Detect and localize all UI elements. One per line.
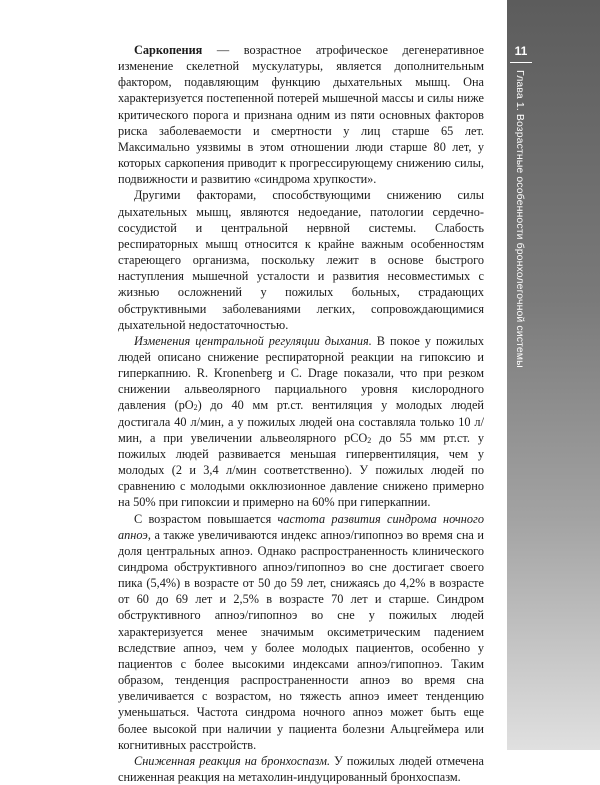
sidebar-divider [510, 62, 532, 63]
running-chapter-title: Глава 1. Возрастные особенности бронхолегочной системы [514, 70, 526, 368]
paragraph-sleep-apnea: С возрастом повышается частота развития синдрома ночного апноэ, а также увеличиваются индекс апноэ/гипопноэ во время сна и доля центральных апноэ. Однако распространенность клинического синдрома обструктивного апноэ/гипопноэ во сне достигает своего пика (5,4%) в возрасте от 50 до 59 лет, снижаясь до 4,2% в возрасте от 60 до 69 лет и 2,5% в возрасте 70 лет и старше. Синдром обструктивного апноэ/гипопноэ во сне у пожилых людей характеризуется менее значимым оксиметрическим падением вследствие апноэ, чем у более молодых пациентов, особенно у пациентов с более высокими индексами апноэ/гипопноэ. Таким образом, тенденция распространенности апноэ во время сна увеличивается с возрастом, но тяжесть апноэ имеет тенденцию уменьшаться. Частота синдрома ночного апноэ может быть еще более высокой при наличии у пациента болезни Альцгеймера или когнитивных расстройств. [118, 511, 484, 752]
subheading-central-regulation: Изменения центральной регуляции дыхания. [134, 333, 372, 348]
body-text [118, 42, 484, 785]
emphasis-sleep-apnea: частота развития синдрома ночного апноэ [118, 511, 484, 542]
paragraph-central-regulation: Изменения центральной регуляции дыхания. В покое у пожилых людей описано снижение респираторной реакции на гипоксию и гиперкапнию. R. Kronenberg и C. Drage показали, что при резком снижении альвеолярного парциального уровня кислородного давления $(pO_2)$ до 40 мм рт.ст. вентиляция у молодых людей достигала 40 л/мин, а у пожилых людей она составляла только 10 л/мин, а при увеличении альвеолярного pCO$_2$ до 55 мм рт.ст. у пожилых людей развивается меньшая гипервентиляция, чем у молодых (2 и 3,4 л/мин соответственно). У пожилых людей по сравнению с молодыми окклюзионное давление снижено примерно на 50% при гипоксии и примерно на 60% при гиперкапнии. [118, 333, 485, 510]
term-sarcopenia: Саркопения [134, 43, 203, 57]
paragraph-sarcopenia: Саркопения — возрастное атрофическое дегенеративное изменение скелетной мускулатуры, является дополнительным фактором, подавляющим функцию дыхательных мышц. Она характеризуется постепенной потерей мышечной массы и силы ниже критического порога и признана одним из пяти основных факторов риска заболеваемости и смертности у лиц старше 65 лет. Максимально уязвимы в этом отношении люди старше 80 лет, у которых саркопения приводит к прогрессирующему снижению силы, подвижности и развитию «синдрома хрупкости». [118, 43, 484, 187]
page-number: 11 [514, 44, 528, 58]
paragraph-other-factors: Другими факторами, способствующими снижению силы дыхательных мышц, являются недоедание, патологии сердечно-сосудистой и центральной нервной системы. Слабость респираторных мышц относится к крайне важным особенностям стареющего организма, поскольку лежит в основе быстрого наступления мышечной усталости и развития несовместимых с жизнью осложнений у пожилых больных, страдающих обструктивными заболеваниями легких, сопровождающимися дыхательной недостаточностью. [118, 188, 484, 332]
paragraph-bronchospasm: Сниженная реакция на бронхоспазм. У пожилых людей отмечена сниженная реакция на метахолин-индуцированный бронхоспазм. [118, 753, 484, 785]
subheading-bronchospasm: Сниженная реакция на бронхоспазм. [134, 753, 331, 768]
